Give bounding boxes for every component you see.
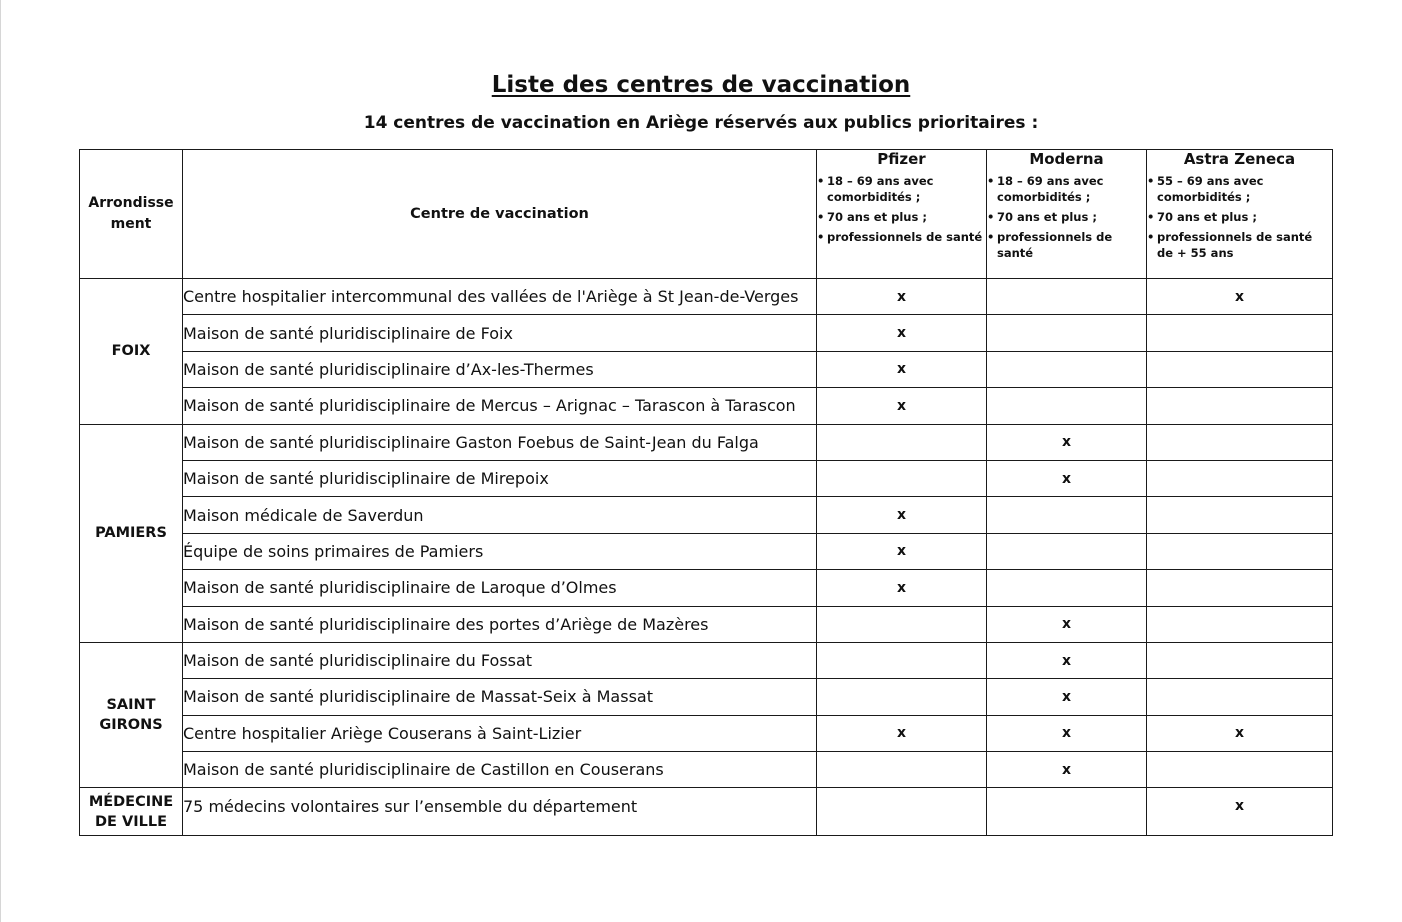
pfizer-mark: x — [817, 715, 987, 751]
pfizer-mark — [817, 424, 987, 460]
table-row — [80, 752, 1333, 788]
moderna-mark — [987, 570, 1147, 606]
astra-mark: x — [1147, 788, 1333, 836]
bullet-item: • 18 – 69 ans avec comorbidités ; — [987, 173, 1146, 205]
moderna-mark: x — [987, 679, 1147, 715]
centre-name: Maison de santé pluridisciplinaire Gaston Foebus de Saint-Jean du Falga — [183, 424, 817, 460]
bullet-item: • 70 ans et plus ; — [987, 209, 1146, 225]
moderna-mark — [987, 388, 1147, 424]
pfizer-mark: x — [817, 279, 987, 315]
astra-mark: x — [1147, 279, 1333, 315]
table-row — [80, 388, 1333, 424]
header-astra-bullets — [1147, 173, 1332, 261]
arrondissement-cell: SAINT GIRONS — [80, 642, 183, 788]
pfizer-mark: x — [817, 570, 987, 606]
moderna-mark — [987, 533, 1147, 569]
table-row — [80, 788, 1333, 836]
astra-mark — [1147, 752, 1333, 788]
page-title: Liste des centres de vaccination — [491, 72, 911, 98]
arrondissement-cell: MÉDECINE DE VILLE — [80, 788, 183, 836]
header-pfizer-name: Pfizer — [877, 150, 926, 168]
centre-name: Centre hospitalier Ariège Couserans à Saint-Lizier — [183, 715, 817, 751]
astra-mark — [1147, 679, 1333, 715]
moderna-mark: x — [987, 460, 1147, 496]
moderna-mark — [987, 788, 1147, 836]
table-row — [80, 570, 1333, 606]
astra-mark — [1147, 606, 1333, 642]
astra-mark — [1147, 460, 1333, 496]
centre-name: Maison de santé pluridisciplinaire de Foix — [183, 315, 817, 351]
astra-mark — [1147, 315, 1333, 351]
centre-name: Maison de santé pluridisciplinaire de Laroque d’Olmes — [183, 570, 817, 606]
table-row — [80, 460, 1333, 496]
moderna-mark: x — [987, 424, 1147, 460]
header-centre: Centre de vaccination — [183, 150, 817, 279]
header-moderna-bullets — [987, 173, 1146, 261]
table-row — [80, 424, 1333, 460]
moderna-mark — [987, 497, 1147, 533]
centre-name: Maison de santé pluridisciplinaire d’Ax-les-Thermes — [183, 351, 817, 387]
bullet-item: • professionnels de santé — [987, 229, 1146, 261]
astra-mark — [1147, 497, 1333, 533]
table-row — [80, 279, 1333, 315]
pfizer-mark — [817, 606, 987, 642]
astra-mark: x — [1147, 715, 1333, 751]
moderna-mark — [987, 315, 1147, 351]
pfizer-mark — [817, 642, 987, 678]
page-subtitle: 14 centres de vaccination en Ariège réservés aux publics prioritaires : — [363, 113, 1039, 133]
pfizer-mark — [817, 752, 987, 788]
pfizer-mark: x — [817, 533, 987, 569]
header-astra-name: Astra Zeneca — [1183, 150, 1296, 168]
centre-name: Maison de santé pluridisciplinaire de Castillon en Couserans — [183, 752, 817, 788]
bullet-item: • 70 ans et plus ; — [817, 209, 986, 225]
moderna-mark: x — [987, 606, 1147, 642]
astra-mark — [1147, 424, 1333, 460]
bullet-item: • professionnels de santé — [817, 229, 986, 245]
pfizer-mark — [817, 460, 987, 496]
centre-name: Centre hospitalier intercommunal des vallées de l'Ariège à St Jean-de-Verges — [183, 279, 817, 315]
header-pfizer-bullets — [817, 173, 986, 245]
table-row — [80, 497, 1333, 533]
pfizer-mark: x — [817, 497, 987, 533]
moderna-mark — [987, 279, 1147, 315]
moderna-mark — [987, 351, 1147, 387]
centre-name: Maison de santé pluridisciplinaire des portes d’Ariège de Mazères — [183, 606, 817, 642]
bullet-item: • 18 – 69 ans avec comorbidités ; — [817, 173, 986, 205]
centre-name: 75 médecins volontaires sur l’ensemble du département — [183, 788, 817, 836]
table-row — [80, 351, 1333, 387]
astra-mark — [1147, 570, 1333, 606]
arrondissement-cell: FOIX — [80, 279, 183, 425]
header-moderna — [987, 150, 1147, 279]
table-row — [80, 606, 1333, 642]
table-row — [80, 715, 1333, 751]
bullet-item: • professionnels de santé de + 55 ans — [1147, 229, 1332, 261]
pfizer-mark: x — [817, 351, 987, 387]
centre-name: Maison de santé pluridisciplinaire de Mirepoix — [183, 460, 817, 496]
pfizer-mark: x — [817, 315, 987, 351]
table-row — [80, 315, 1333, 351]
vaccination-centres-table — [79, 149, 1333, 836]
bullet-item: • 70 ans et plus ; — [1147, 209, 1332, 225]
pfizer-mark — [817, 679, 987, 715]
header-astra-zeneca — [1147, 150, 1333, 279]
header-pfizer — [817, 150, 987, 279]
page-left-edge — [0, 0, 1, 922]
table-header-row — [80, 150, 1333, 279]
centre-name: Maison de santé pluridisciplinaire de Massat-Seix à Massat — [183, 679, 817, 715]
table-row — [80, 533, 1333, 569]
moderna-mark: x — [987, 642, 1147, 678]
pfizer-mark — [817, 788, 987, 836]
astra-mark — [1147, 533, 1333, 569]
centre-name: Maison médicale de Saverdun — [183, 497, 817, 533]
astra-mark — [1147, 388, 1333, 424]
table-row — [80, 642, 1333, 678]
header-moderna-name: Moderna — [1029, 150, 1104, 168]
table-row — [80, 679, 1333, 715]
centre-name: Maison de santé pluridisciplinaire de Mercus – Arignac – Tarascon à Tarascon — [183, 388, 817, 424]
header-arrondissement: Arrondisse ment — [80, 150, 183, 279]
moderna-mark: x — [987, 715, 1147, 751]
moderna-mark: x — [987, 752, 1147, 788]
astra-mark — [1147, 642, 1333, 678]
centre-name: Équipe de soins primaires de Pamiers — [183, 533, 817, 569]
arrondissement-cell: PAMIERS — [80, 424, 183, 642]
centre-name: Maison de santé pluridisciplinaire du Fossat — [183, 642, 817, 678]
bullet-item: • 55 – 69 ans avec comorbidités ; — [1147, 173, 1332, 205]
astra-mark — [1147, 351, 1333, 387]
pfizer-mark: x — [817, 388, 987, 424]
